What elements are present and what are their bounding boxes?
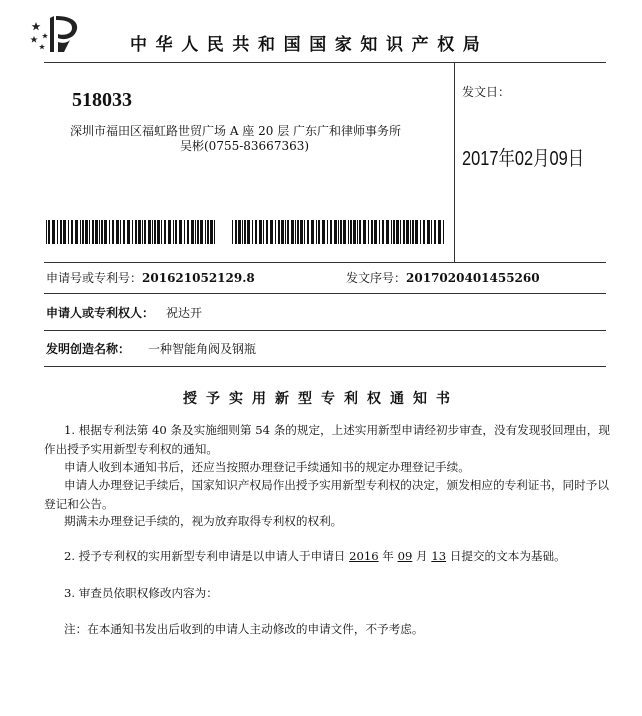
barcode-bar: [311, 220, 314, 244]
barcode-bar: [297, 220, 299, 244]
barcode-bar: [443, 220, 444, 244]
barcode-bar: [116, 220, 119, 244]
serial-number-label: 发文序号：: [346, 271, 407, 285]
notice-paragraph-3: 申请人办理登记手续后，国家知识产权局作出授予实用新型专利权的决定，颁发相应的专利证书，同时予以登记和公告。: [44, 478, 609, 511]
barcode-bar: [109, 220, 110, 244]
serial-number-row: [346, 269, 540, 286]
barcode-bar: [423, 220, 425, 244]
serial-number: 2017020401455260: [406, 271, 540, 285]
header-divider: [44, 62, 606, 63]
barcode-bar: [238, 220, 241, 244]
barcode-bar: [281, 220, 284, 244]
notice-paragraph-5: [64, 547, 630, 566]
barcode-bar: [132, 220, 133, 244]
barcode-bar: [92, 220, 94, 244]
application-number-row: [46, 269, 255, 286]
applicant-row: [46, 304, 202, 321]
barcode-bar: [75, 220, 78, 244]
barcode-bar: [112, 220, 114, 244]
barcode-bar: [259, 220, 262, 244]
invention-title: 一种智能角阀及钢瓶: [148, 342, 257, 356]
barcode-bar: [60, 220, 62, 244]
barcode-bar: [80, 220, 81, 244]
filing-year-unit: 年: [378, 549, 398, 563]
barcode-bar: [363, 220, 366, 244]
barcode-bar: [278, 220, 280, 244]
barcode-bar: [382, 220, 384, 244]
barcode-bar: [135, 220, 137, 244]
barcode-bar: [138, 220, 141, 244]
barcode-bar: [391, 220, 392, 244]
filing-month: 09: [397, 549, 413, 563]
barcode-bar: [232, 220, 233, 244]
barcode-bar: [330, 220, 332, 244]
barcode-bar: [173, 220, 174, 244]
barcode-bar: [127, 220, 130, 244]
barcode-bar: [386, 220, 389, 244]
barcode-bar: [403, 220, 405, 244]
barcode-bar: [48, 220, 50, 244]
barcode-bar: [348, 220, 349, 244]
barcode-bar: [415, 220, 418, 244]
barcode-bar: [275, 220, 276, 244]
barcode-bar: [154, 220, 156, 244]
barcode-bar: [307, 220, 309, 244]
barcode-bar: [410, 220, 411, 244]
row-divider: [44, 293, 606, 294]
barcode-bar: [357, 220, 358, 244]
barcode-bar: [393, 220, 395, 244]
barcode-bar: [175, 220, 177, 244]
barcode-bar: [353, 220, 356, 244]
barcode-bar: [295, 220, 296, 244]
filing-day: 13: [431, 549, 447, 563]
barcode-bar: [247, 220, 250, 244]
barcode-bar: [438, 220, 441, 244]
barcode-left: [46, 220, 216, 244]
sipo-logo-icon: [30, 14, 82, 54]
barcode-bar: [57, 220, 58, 244]
notice-title: 授予实用新型专利权通知书: [183, 391, 459, 407]
barcode-bar: [338, 220, 339, 244]
barcode-bar: [304, 220, 305, 244]
barcode-bar: [266, 220, 268, 244]
barcode-bar: [168, 220, 171, 244]
barcode-bar: [371, 220, 373, 244]
barcode-bar: [350, 220, 352, 244]
barcode-bar: [197, 220, 199, 244]
barcode-bar: [235, 220, 237, 244]
section-divider: [44, 262, 606, 263]
filing-date-prefix: 2. 授予专利权的实用新型专利申请是以申请人于申请日: [64, 549, 350, 563]
barcode-bar: [420, 220, 421, 244]
barcode-bar: [152, 220, 153, 244]
barcode-bar: [285, 220, 286, 244]
barcode-bar: [244, 220, 246, 244]
barcode-bar: [318, 220, 320, 244]
dispatch-date-label: 发文日：: [462, 85, 511, 99]
barcode-bar: [46, 220, 47, 244]
dispatch-date: 2017年02月09日: [462, 148, 585, 170]
barcode-bar: [431, 220, 432, 244]
barcode-bar: [179, 220, 182, 244]
notice-paragraph-4: 期满未办理登记手续的，视为放弃取得专利权的权利。: [64, 514, 343, 528]
barcode-bar: [89, 220, 90, 244]
notice-paragraph-1: 1. 根据专利法第 40 条及实施细则第 54 条的规定，上述实用新型申请经初步审查，没有发现驳回理由，现作出授予实用新型专利权的通知。: [44, 423, 610, 456]
barcode-bar: [144, 220, 146, 244]
barcode-bar: [400, 220, 401, 244]
barcode-bar: [291, 220, 294, 244]
filing-month-unit: 月: [412, 549, 432, 563]
barcode-bar: [242, 220, 243, 244]
barcode-bar: [82, 220, 84, 244]
barcode-bar: [252, 220, 253, 244]
application-number-label: 申请号或专利号：: [46, 271, 143, 285]
barcode-bar: [161, 220, 162, 244]
notice-paragraph-2: 申请人收到本通知书后，还应当按照办理登记手续通知书的规定办理登记手续。: [64, 460, 470, 474]
barcode-bar: [68, 220, 69, 244]
barcode-bar: [195, 220, 196, 244]
barcode-bar: [263, 220, 264, 244]
barcode-bar: [71, 220, 73, 244]
barcode-bar: [85, 220, 88, 244]
barcode-bar: [200, 220, 203, 244]
barcode-bar: [270, 220, 273, 244]
invention-row: [46, 340, 256, 357]
dispatch-divider: [454, 62, 455, 262]
barcode-bar: [142, 220, 143, 244]
filing-year: 2016: [349, 549, 379, 563]
barcode-bar: [120, 220, 121, 244]
invention-label: 发明创造名称：: [46, 342, 131, 356]
barcode-bar: [406, 220, 409, 244]
barcode-bar: [322, 220, 325, 244]
barcode-bar: [255, 220, 257, 244]
barcode-bar: [191, 220, 194, 244]
barcode-bar: [101, 220, 103, 244]
barcode-bar: [368, 220, 369, 244]
barcode-bar: [187, 220, 189, 244]
recipient-address: 深圳市福田区福虹路世贸广场 A 座 20 层 广东广和律师事务所: [70, 124, 402, 138]
barcode-bar: [52, 220, 55, 244]
barcode-bar: [99, 220, 100, 244]
row-divider: [44, 366, 606, 367]
row-divider: [44, 330, 606, 331]
applicant-name: 祝达开: [166, 306, 203, 320]
barcode-bar: [214, 220, 215, 244]
barcode-bar: [287, 220, 289, 244]
barcode-bar: [123, 220, 125, 244]
barcode-bar: [379, 220, 380, 244]
barcode-bar: [327, 220, 328, 244]
barcode-bar: [340, 220, 342, 244]
barcode-bar: [334, 220, 337, 244]
barcode-bar: [396, 220, 399, 244]
application-number: 201621052129.8: [142, 271, 255, 285]
barcode-bar: [427, 220, 430, 244]
barcode-bar: [157, 220, 160, 244]
barcode-bar: [359, 220, 361, 244]
barcode-bar: [343, 220, 346, 244]
barcode-right: [232, 220, 444, 244]
barcode-bar: [95, 220, 98, 244]
barcode-bar: [205, 220, 206, 244]
recipient-contact: 吴彬(0755-83667363): [180, 139, 310, 153]
barcode-bar: [207, 220, 209, 244]
barcode-bar: [148, 220, 151, 244]
notice-paragraph-6: 3. 审查员依职权修改内容为：: [64, 586, 218, 600]
filing-date-suffix: 日提交的文本为基础。: [446, 549, 566, 563]
barcode-bar: [374, 220, 377, 244]
barcode-bar: [210, 220, 213, 244]
applicant-label: 申请人或专利权人：: [46, 306, 155, 320]
barcode-bar: [316, 220, 317, 244]
postcode: 518033: [72, 89, 132, 111]
barcode-bar: [412, 220, 414, 244]
barcode-bar: [63, 220, 66, 244]
notice-note: 注：在本通知书发出后收到的申请人主动修改的申请文件，不予考虑。: [64, 622, 424, 636]
barcode-bar: [434, 220, 436, 244]
barcode-bar: [184, 220, 185, 244]
office-name: 中华人民共和国国家知识产权局: [130, 35, 489, 55]
barcode-bar: [300, 220, 303, 244]
barcode-bar: [104, 220, 107, 244]
barcode-bar: [164, 220, 166, 244]
